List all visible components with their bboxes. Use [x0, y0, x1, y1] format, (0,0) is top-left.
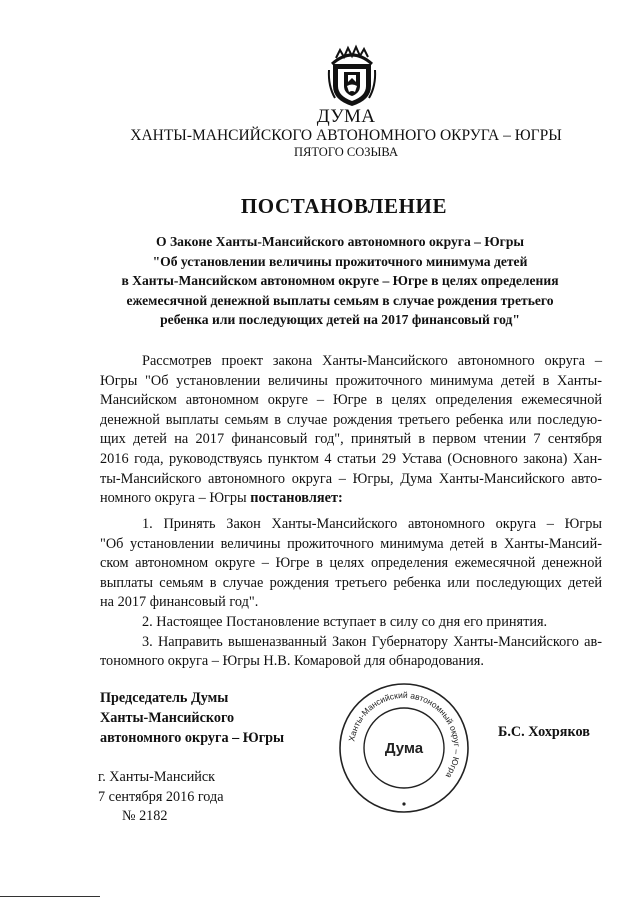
- document-title: ПОСТАНОВЛЕНИЕ: [240, 194, 448, 218]
- item1-line: 1. Принять Закон Ханты-Мансийского автономного округа – Югры: [142, 516, 602, 532]
- header-sozyv: ПЯТОГО СОЗЫВА: [293, 145, 399, 159]
- signatory-position: [100, 688, 284, 748]
- preamble-line: Рассмотрев проект закона Ханты-Мансийского автономного округа –: [142, 353, 602, 369]
- subject-line: ребенка или последующих детей на 2017 финансовый год": [160, 312, 520, 327]
- resolution-items: [100, 515, 602, 672]
- header-okrug: ХАНТЫ-МАНСИЙСКОГО АВТОНОМНОГО ОКРУГА – ЮГРЫ: [130, 127, 562, 144]
- item3-line: тономного округа – Югры Н.В. Комаровой для обнародования.: [100, 653, 484, 670]
- header-duma: ДУМА: [316, 106, 376, 127]
- position-line: автономного округа – Югры: [100, 730, 285, 746]
- item1-line: "Об установлении величины прожиточного минимума детей в Ханты-Мансий-: [100, 535, 602, 552]
- item1-line: выплаты семьям в случае рождения третьего ребенка или последующих детей: [100, 574, 602, 591]
- subject-line: "Об установлении величины прожиточного минимума детей: [152, 253, 528, 269]
- subject-line: в Ханты-Мансийском автономном округе – Югре в целях определения: [121, 273, 559, 288]
- stamp-center-text: Дума: [384, 740, 424, 757]
- place-and-date: [98, 768, 224, 827]
- official-stamp: [336, 680, 472, 816]
- item2-line: 2. Настоящее Постановление вступает в силу со дня его принятия.: [142, 613, 548, 630]
- stamp-ring-text: Ханты-Мансийский автономный округ – Югра: [346, 689, 463, 781]
- item3-line: 3. Направить вышеназванный Закон Губернатору Ханты-Мансийского ав-: [142, 633, 602, 650]
- preamble-line: ты-Мансийского автономного округа – Югры, Дума Ханты-Мансийского авто-: [100, 470, 602, 487]
- document-number: № 2182: [122, 808, 168, 824]
- preamble-line: Мансийском автономном округе – Югре в целях определения ежемесячной: [100, 392, 602, 409]
- preamble-line: 2016 года, руководствуясь пунктом 4 статьи 29 Устава (Основного закона) Хан-: [100, 450, 602, 467]
- coat-of-arms-icon: [326, 42, 378, 108]
- document-subject: [100, 232, 580, 330]
- city: г. Ханты-Мансийск: [98, 769, 216, 785]
- position-line: Председатель Думы: [100, 690, 229, 706]
- signatory-name: Б.С. Хохряков: [498, 724, 590, 740]
- position-line: Ханты-Мансийского: [100, 710, 235, 726]
- preamble-line: денежной выплаты семьям в случае рождения третьего ребенка или последую-: [100, 411, 602, 428]
- preamble-line: щих детей на 2017 финансовый год", принятый в первом чтении 7 сентября: [100, 431, 602, 448]
- footnote-divider: [0, 896, 100, 897]
- preamble-last-line: [100, 489, 602, 509]
- subject-line: ежемесячной денежной выплаты семьям в случае рождения третьего: [126, 292, 554, 308]
- subject-line: О Законе Ханты-Мансийского автономного округа – Югры: [156, 234, 524, 249]
- preamble-paragraph: [100, 352, 602, 509]
- item1-line: ском автономном округе – Югре в целях определения ежемесячной денежной: [100, 555, 602, 572]
- preamble-last-text: номного округа – Югры: [100, 490, 251, 507]
- date: 7 сентября 2016 года: [98, 788, 224, 805]
- item1-last-line: на 2017 финансовый год".: [100, 594, 259, 611]
- preamble-line: Югры "Об установлении величины прожиточного минимума детей в Ханты-: [100, 372, 602, 389]
- resolves-word: постановляет:: [250, 490, 343, 507]
- svg-text:Ханты-Мансийский автономный ок: [346, 690, 462, 780]
